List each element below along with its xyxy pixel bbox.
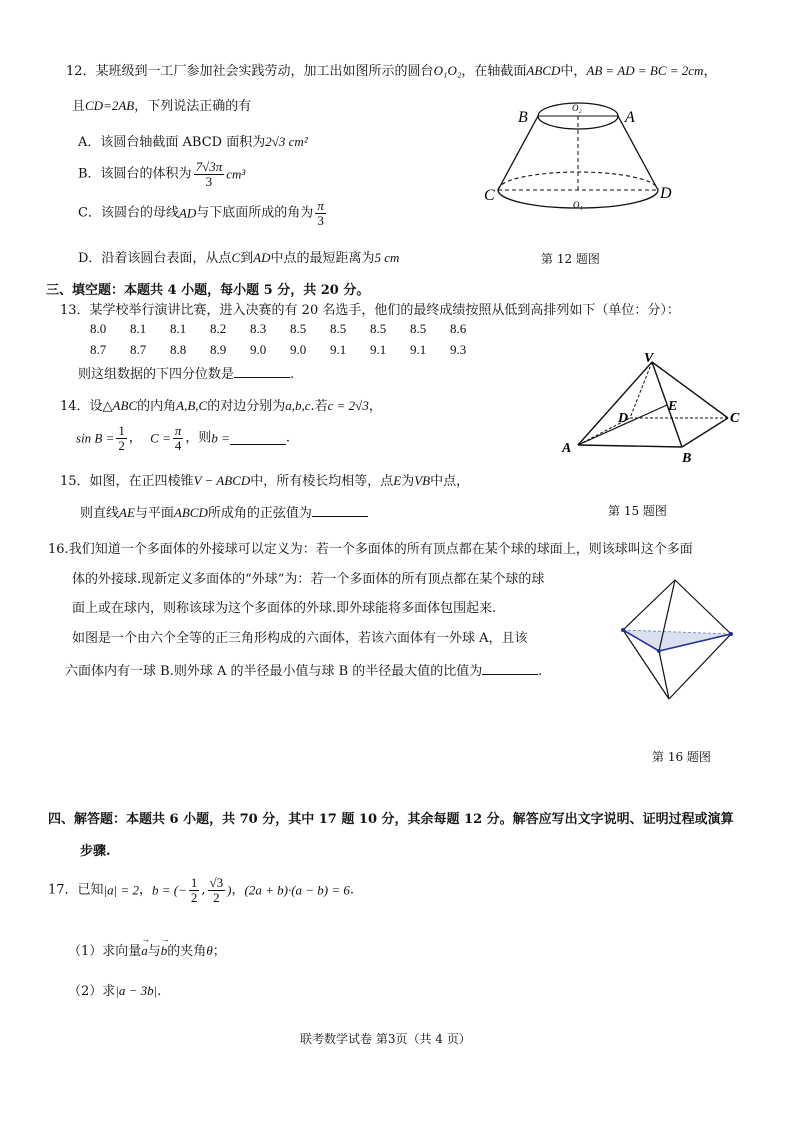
q17-stem: 17．已知|a| = 2，b = (− $\frac{1}{2}$ , $\frac{√3}{2}$ )，(2a + b)·(a − b) = 6. [48, 875, 355, 905]
q13-answer-blank[interactable] [234, 365, 290, 378]
q17-part-2: （2）求|a − 3b|. [68, 983, 162, 999]
q14-answer-blank[interactable] [230, 432, 286, 445]
q13-data-row-1: 8.0 8.1 8.1 8.2 8.3 8.5 8.5 8.5 8.5 8.6 [90, 321, 467, 336]
q12-figure-caption: 第 12 题图 [541, 252, 600, 266]
q15-pyramid-figure [558, 350, 758, 465]
q12-option-b: B．该圆台的体积为 $\frac{7√3\pi}{3}$ cm³ [78, 159, 246, 189]
q15-answer-blank[interactable] [312, 504, 368, 517]
q16-line5: 六面体内有一球 B.则外球 A 的半径最小值与球 B 的半径最大值的比值为 . [65, 664, 543, 679]
q15-figure-caption: 第 15 题图 [608, 504, 667, 518]
page-footer: 联考数学试卷 第3页（共 4 页） [300, 1032, 471, 1046]
fig12-label-b: B [518, 109, 528, 126]
q13-stem: 13．某学校举行演讲比赛，进入决赛的有 20 名选手，他们的最终成绩按照从低到高排列如下（单位：分）： [60, 303, 680, 318]
fig15-label-a: A [562, 441, 572, 456]
q16-figure-caption: 第 16 题图 [652, 750, 711, 764]
q16-line3: 面上或在球内，则称该球为这个多面体的外球.即外球能将多面体包围起来. [72, 601, 497, 616]
fig12-label-c: C [484, 187, 495, 204]
q16-line1: 16.我们知道一个多面体的外接球可以定义为：若一个多面体的所有顶点都在某个球的球面上，则该球叫这个多面 [48, 542, 693, 557]
q16-hexahedron-figure [615, 575, 740, 705]
q12-option-d: D．沿着该圆台表面，从点C到AD中点的最短距离为5 cm [78, 250, 400, 266]
q16-answer-blank[interactable] [482, 662, 538, 675]
q13-data-row-2: 8.7 8.7 8.8 8.9 9.0 9.0 9.1 9.1 9.1 9.3 [90, 342, 467, 357]
q12-angle-fraction: $\frac{\pi}{3}$ [317, 198, 324, 228]
fig12-label-a: A [625, 109, 635, 126]
q12-volume-fraction: $\frac{7√3\pi}{3}$ [195, 159, 223, 189]
section-4-heading-cont: 步骤. [80, 844, 111, 859]
q12-option-c: C．该圆台的母线AD与下底面所成的角为 $\frac{\pi}{3}$ [78, 198, 324, 228]
q14-line1: 14．设△ABC的内角A,B,C的对边分别为a,b,c.若c = 2√3， [60, 398, 382, 414]
fig15-label-v: V [644, 351, 654, 366]
q17-part-1: （1）求向量→ a与→ b的夹角θ； [68, 940, 226, 959]
fig15-label-b: B [682, 451, 692, 465]
q13-ask: 则这组数据的下四分位数是 . [78, 367, 295, 382]
fig12-label-o1: O₁ [573, 200, 583, 210]
q12-line2: 且CD=2AB，下列说法正确的有 [72, 98, 252, 114]
fig15-label-c: C [730, 411, 740, 426]
fig15-label-e: E [668, 399, 678, 414]
q16-line4: 如图是一个由六个全等的正三角形构成的六面体，若该六面体有一外球 A，且该 [72, 631, 528, 646]
q16-line2: 体的外接球.现新定义多面体的“外球”为：若一个多面体的所有顶点都在某个球的球 [72, 572, 545, 587]
section-4-heading: 四、解答题：本题共 6 小题，共 70 分，其中 17 题 10 分，其余每题 12 分。解答应写出文字说明、证明过程或演算 [48, 812, 734, 827]
fig15-label-d: D [618, 411, 629, 426]
q12-line1: 12．某班级到一工厂参加社会实践劳动，加工出如图所示的圆台O₁O₂，在轴截面ABCD中，AB = AD = BC = 2cm， [66, 63, 717, 79]
q12-frustum-figure [478, 100, 688, 250]
q15-line2: 则直线AE与平面ABCD所成角的正弦值为 [80, 502, 368, 521]
q15-line1: 15．如图，在正四棱锥V − ABCD中，所有棱长均相等，点E为VB中点， [60, 473, 470, 489]
fig12-label-d: D [660, 185, 672, 202]
section-3-heading: 三、填空题：本题共 4 小题，每小题 5 分，共 20 分。 [46, 283, 370, 298]
q14-line2: sin B = $\frac{1}{2}$ ， C = $\frac{\pi}{4}$ ，则b = . [76, 423, 291, 453]
fig12-label-o2: O₂ [572, 103, 582, 113]
q12-option-a: A．该圆台轴截面 ABCD 面积为2√3 cm² [78, 134, 308, 150]
